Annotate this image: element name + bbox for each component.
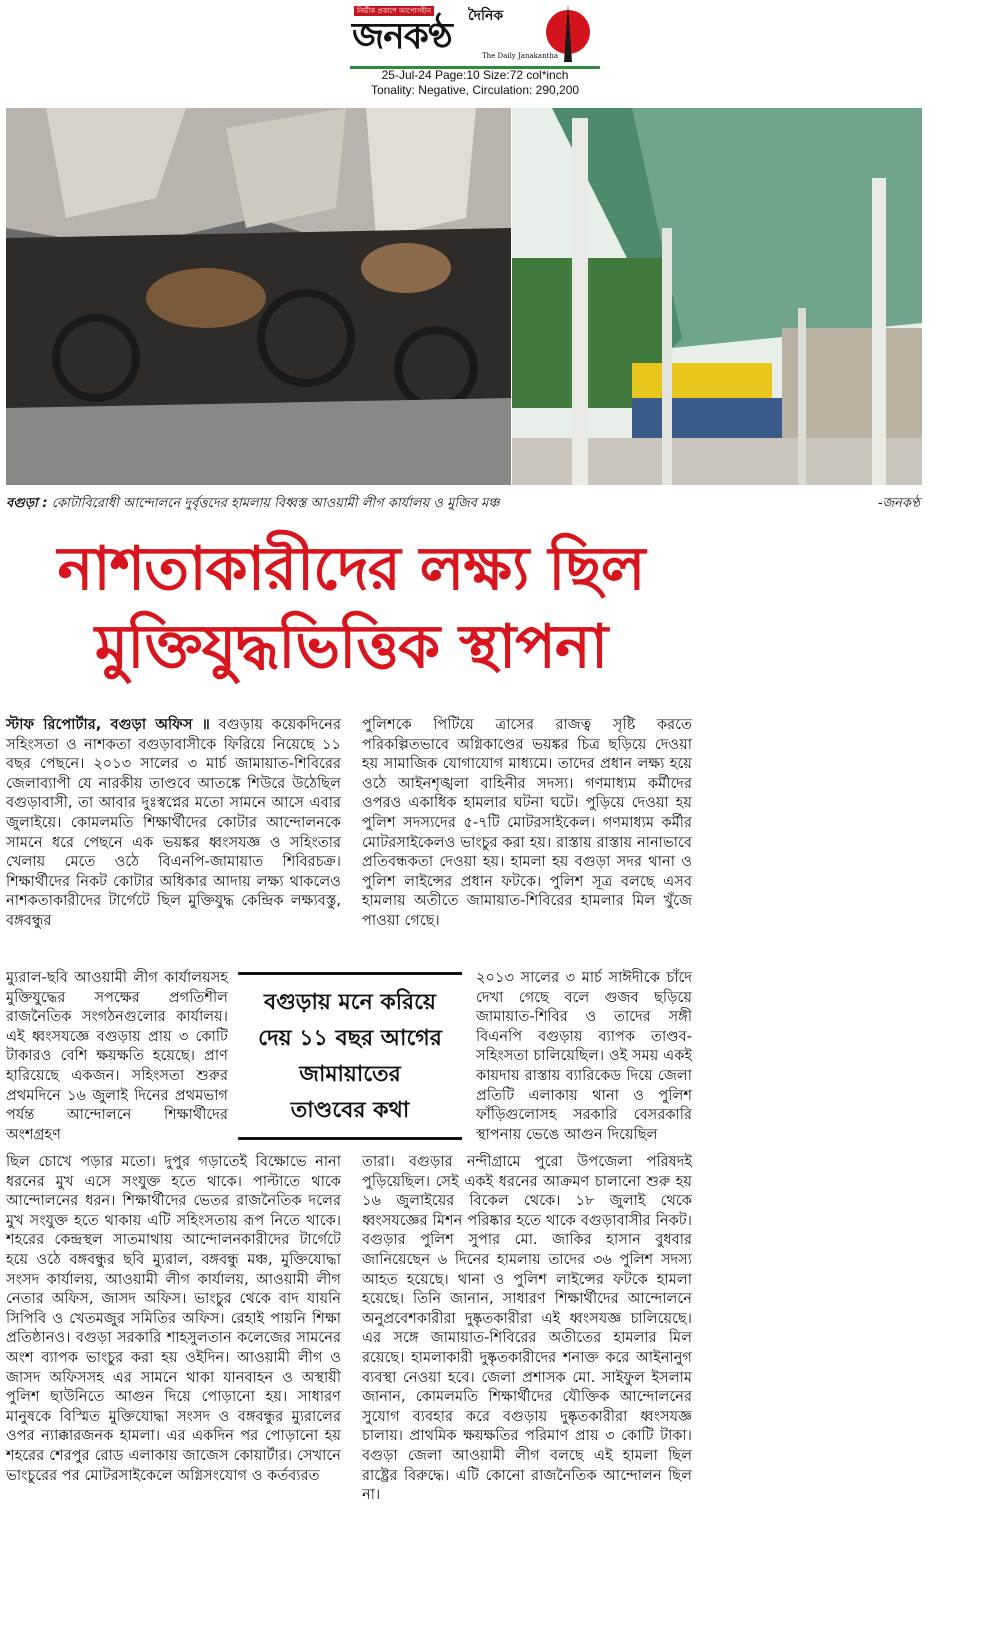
masthead-tagline: নির্ভীক প্রকাশে আপোসহীন <box>354 6 434 16</box>
pull-quote-line4: তাণ্ডবের কথা <box>290 1098 410 1123</box>
caption-credit: -জনকণ্ঠ <box>877 496 920 511</box>
headline-line1: নাশতাকারীদের লক্ষ্য ছিল <box>57 534 645 604</box>
pull-quote-line1: বগুড়ায় মনে করিয়ে <box>264 990 436 1015</box>
masthead-dainik: দৈনিক <box>468 8 504 24</box>
article-column-right-bottom: তারা। বগুড়ার নন্দীগ্রামে পুরো উপজেলা পরিষদই পুড়িয়েছিল। সেই একই ধরনের আক্রমণ চালানো শুরু হয় ১৬ জুলাইয়ের বিকেল থেকে। ১৮ জুলাই থেকে ধ্বংসযজ্ঞের মিশন পরিষ্কার হতে থাকে বগুড়াবাসীর নিকট। বগুড়ার পুলিশ সুপার মো. জাকির হাসান বুধবার জানিয়েছেন ৬ দিনের হামলায় তাদের ৩৬ পুলিশ সদস্য আহত হয়েছে। থানা ও পুলিশ লাইন্সের ফটকে হামলা হয়েছে। তিনি জানান, সাধারণ শিক্ষার্থীদের আন্দোলনে অনুপ্রবেশকারীরা দুষ্কৃতকারীরা এই ধ্বংসযজ্ঞ চালিয়েছে। এর সঙ্গে জামায়াত-শিবিরের অতীতের হামলার মিল রয়েছে। হামলাকারী দুষ্কৃতকারীদের শনাক্ত করে আইনানুগ ব্যবস্থা নেওয়া হবে। জেলা প্রশাসক মো. সাইফুল ইসলাম জানান, কোমলমতি শিক্ষার্থীদের যৌক্তিক আন্দোলনের সুযোগ ব্যবহার করে বগুড়ায় দুষ্কৃতকারীরা ধ্বংসযজ্ঞ চালায়। প্রাথমিক ক্ষয়ক্ষতির পরিমাণ প্রায় ৩ কোটি টাকা। বগুড়া জেলা আওয়ামী লীগ বলছে এই হামলা ছিল রাষ্ট্রের বিরুদ্ধে। এটি কোনো রাজনৈতিক আন্দোলন ছিল না। <box>362 1153 692 1504</box>
caption-place: বগুড়া : <box>6 496 48 511</box>
masthead-english-name: The Daily Janakantha <box>482 52 559 60</box>
article-text-left-top: বগুড়ায় কয়েকদিনের সহিংসতা ও নাশকতা বগুড়াবাসীকে ফিরিয়ে নিয়েছে ১১ বছর পেছনে। ২০১৩ সালের ৩ মার্চ জামায়াত-শিবিরের জেলাব্যাপী যে নারকীয় তাণ্ডবে আতঙ্কে শিউরে উঠেছিল বগুড়াবাসী, তা আবার দুঃস্বপ্নের মতো সামনে আসে এবার জুলাইয়ে। কোমলমতি শিক্ষার্থীদের কোটার আন্দোলনকে সামনে ধরে পেছনে এক ভয়ঙ্কর ধ্বংসযজ্ঞ ও সহিংতার খেলায় মেতে ওঠে বিএনপি-জামায়াত শিবিরচক্র। শিক্ষার্থীদের নিকট কোটার অধিকার আদায় লক্ষ্য থাকলেও নাশকতাকারীদের টার্গেটে ছিল মুক্তিযুদ্ধ কেন্দ্রিক লক্ষ্যবস্তু, বঙ্গবন্ধুর <box>6 716 341 929</box>
masthead-monument-emblem <box>564 4 572 62</box>
photo-burned-office <box>6 108 511 485</box>
article-column-right-top: পুলিশকে পিটিয়ে ত্রাসের রাজত্ব সৃষ্টি করতে পরিকল্পিতভাবে অগ্নিকাণ্ডের ভয়ঙ্কর চিত্র ছড়িয়ে দেওয়া হয় সামাজিক যোগাযোগ মাধ্যমে। তাদের প্রধান লক্ষ্য হয়ে ওঠে আইনশৃঙ্খলা বাহিনীর সদস্য। গণমাধ্যম কর্মীদের ওপরও একাধিক হামলার ঘটনা ঘটে। পুড়িয়ে দেওয়া হয় পুলিশ সদস্যদের ৫-৭টি মোটরসাইকেল। গণমাধ্যম কর্মীর মোটরসাইকেলও ভাংচুর করা হয়। রাস্তায় রাস্তায় নানাভাবে প্রতিবন্ধকতা দেওয়া হয়। হামলা হয় বগুড়া সদর থানা ও পুলিশ লাইন্সের প্রধান ফটকে। পুলিশ সূত্র বলছে এসব হামলায় অতীতে জামায়াত-শিবিরের হামলার মিল খুঁজে পাওয়া গেছে। <box>362 716 692 929</box>
headline <box>6 530 696 686</box>
article-column-left-narrow: ম্যুরাল-ছবি আওয়ামী লীগ কার্যালয়সহ মুক্তিযুদ্ধের সপক্ষের প্রগতিশীল রাজনৈতিক সংগঠনগুলোর কার্যালয়। এই ধ্বংসযজ্ঞে বগুড়ায় প্রায় ৩ কোটি টাকারও বেশি ক্ষয়ক্ষতি হয়েছে। প্রাণ হারিয়েছে একজন। সহিংসতা শুরুর প্রথমদিনে ১৬ জুলাই দিনের প্রথমভাগ পর্যন্ত আন্দোলনে শিক্ষার্থীদের অংশগ্রহণ <box>6 969 228 1143</box>
headline-line2: মুক্তিযুদ্ধভিত্তিক স্থাপনা <box>94 612 608 682</box>
article-column-right-narrow: ২০১৩ সালের ৩ মার্চ সাঈদীকে চাঁদে দেখা গেছে বলে গুজব ছড়িয়ে জামায়াত-শিবির ও তাদের সঙ্গী বিএনপি বগুড়ায় ব্যাপক তাণ্ডব-সহিংসতা চালিয়েছিল। ওই সময় একই কায়দায় রাস্তায় ব্যারিকেড দিয়ে জেলা প্রতিটি এলাকায় থানা ও পুলিশ ফাঁড়িগুলোসহ সরকারি বেসরকারি স্থাপনায় ভেঙে আগুন দিয়েছিল <box>476 969 692 1143</box>
clipping-meta <box>330 68 620 98</box>
caption-text: কোটাবিরোধী আন্দোলনে দুর্বৃত্তদের হামলায় বিধ্বস্ত আওয়ামী লীগ কার্যালয় ও মুজিব মঞ্চ <box>51 496 500 511</box>
photo-burned-office-image <box>6 108 511 485</box>
article-column-left-bottom: ছিল চোখে পড়ার মতো। দুপুর গড়াতেই বিক্ষোভে নানা ধরনের মুখ এসে সংযুক্ত হতে থাকে। পাল্টাতে থাকে আন্দোলনের ধরন। শিক্ষার্থীদের ভেতর রাজনৈতিক দলের মুখ সংযুক্ত হতে থাকায় এটি সহিংসতায় রূপ নিতে থাকে। শহরের কেন্দ্রস্থল সাতমাথায় আন্দোলনকারীদের টার্গেটে হয়ে ওঠে বঙ্গবন্ধুর ছবি ম্যুরাল, বঙ্গবন্ধু মঞ্চ, মুক্তিযোদ্ধা সংসদ কার্যালয়, আওয়ামী লীগ কার্যালয়, আওয়ামী লীগ নেতার অফিস, জাসদ অফিস। ভাংচুর থেকে বাদ যায়নি সিপিবি ও খেতমজুর সমিতির অফিস। রেহাই পায়নি শিক্ষা প্রতিষ্ঠানও। বগুড়া সরকারি শাহসুলতান কলেজের সামনের অংশ ব্যাপক ভাংচুর করা হয় ওইদিন। আওয়ামী লীগ ও জাসদ অফিসসহ এর সামনে থাকা যানবাহন ও অস্থায়ী পুলিশ ছাউনিতে আগুন দিয়ে পোড়ানো হয়। সাধারণ মানুষকে বিস্মিত মুক্তিযোদ্ধা সংসদ ও বঙ্গবন্ধুর ম্যুরালের ওপর ন্যাক্কারজনক হামলা। এর একদিন পর পোড়ানো হয় শহরের শেরপুর রোড এলাকায় জাজেস কোয়ার্টার। সেখানে ভাংচুরের পর মোটরসাইকেলে অগ্নিসংযোগ ও কর্তব্যরত <box>6 1153 341 1484</box>
photo-mujib-stage <box>512 108 922 485</box>
photo-caption <box>6 494 924 516</box>
pull-quote-line3: জামায়াতের <box>299 1062 401 1087</box>
photo-mujib-stage-image <box>512 108 922 485</box>
masthead-logo: জনকণ্ঠ <box>352 15 452 57</box>
article-byline: স্টাফ রিপোর্টার, বগুড়া অফিস ॥ <box>6 716 210 733</box>
clipping-meta-line2: Tonality: Negative, Circulation: 290,200 <box>370 83 580 97</box>
article-column-left-top <box>6 715 341 931</box>
pull-quote <box>238 972 462 1140</box>
masthead <box>350 4 600 68</box>
pull-quote-line2: দেয় ১১ বছর আগের <box>258 1026 442 1051</box>
clipping-meta-line1: 25-Jul-24 Page:10 Size:72 col*inch <box>381 68 569 82</box>
